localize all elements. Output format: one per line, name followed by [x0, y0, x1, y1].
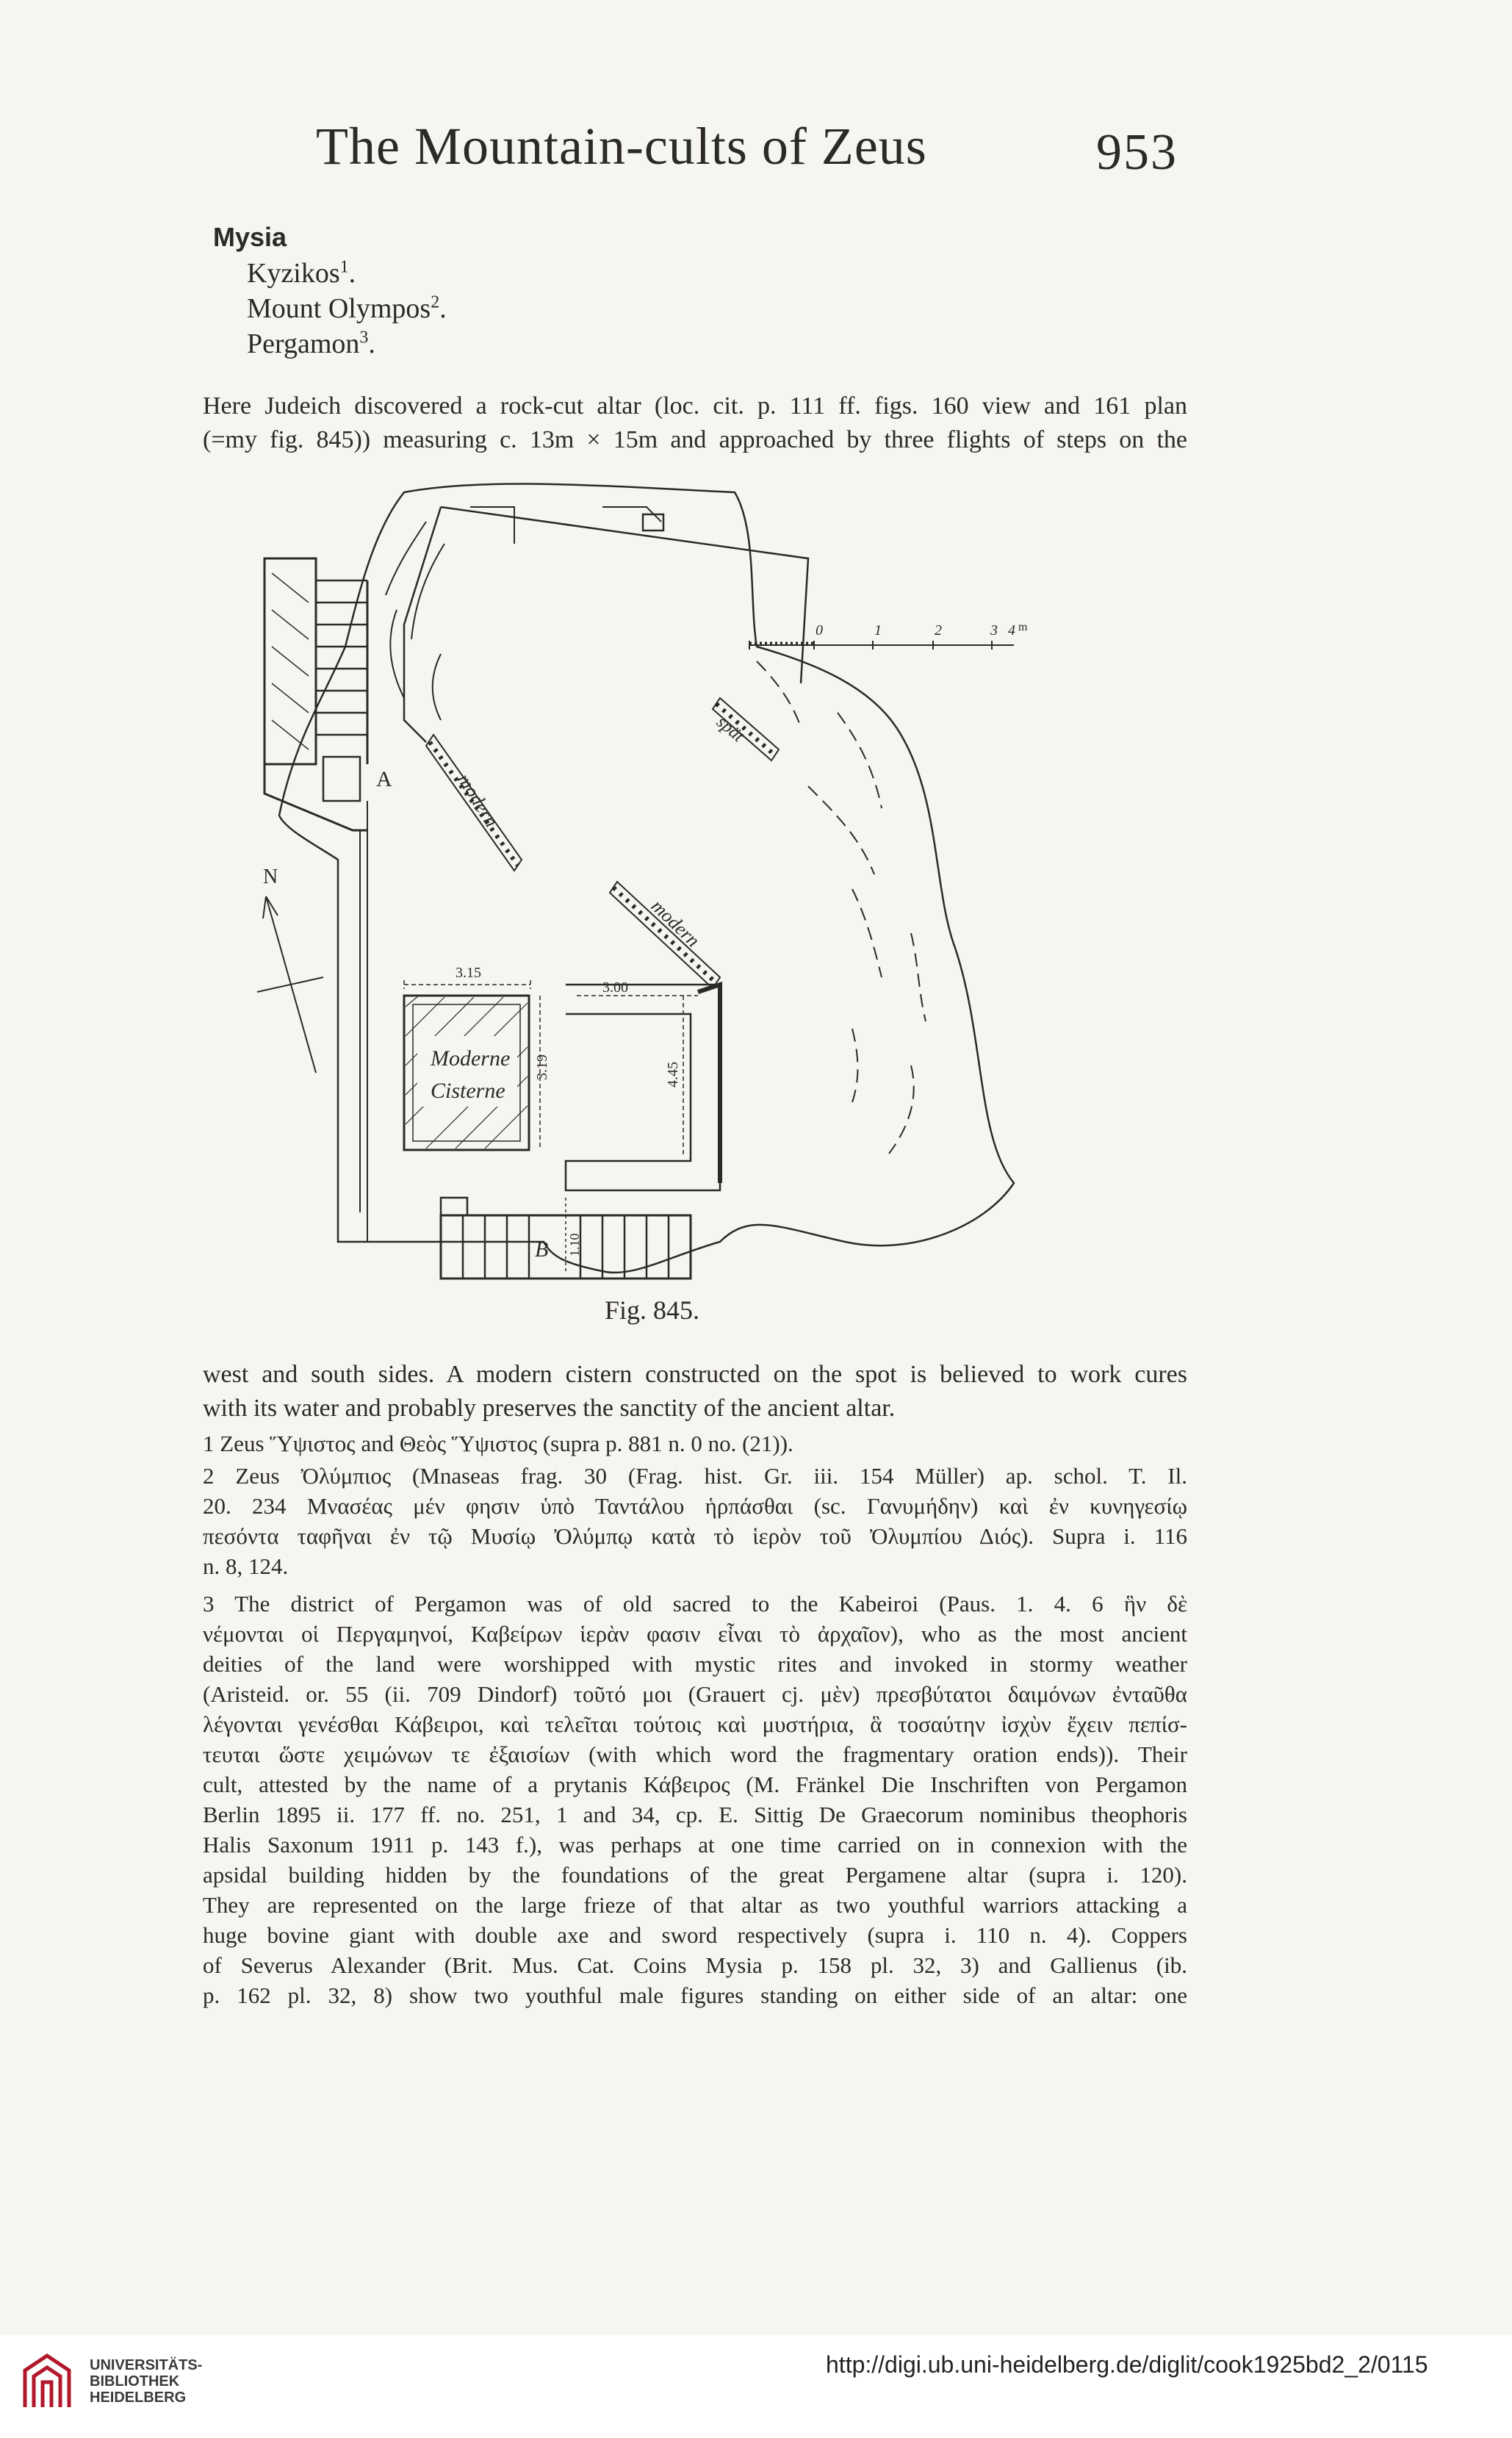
- footnote-3-line: Berlin 1895 ii. 177 ff. no. 251, 1 and 34, cp. E. Sittig De Graecorum nominibus theophoris: [203, 1802, 1187, 1827]
- footnote-2-line: n. 8, 124.: [203, 1553, 289, 1579]
- body-line: (=my fig. 845)) measuring c. 13m × 15m and approached by three flights of steps on the: [203, 426, 1187, 453]
- footnote-3-line: They are represented on the large frieze of that altar as two youthful warriors attacking a: [203, 1892, 1187, 1918]
- footnote-3-line: λέγονται γενέσθαι Κάβειροι, καὶ τελεῖται τούτοις καὶ μυστήρια, ἃ τοσαύτην ἰσχὺν ἔχειν πεπίσ-: [203, 1711, 1187, 1737]
- footnote-3-line: p. 162 pl. 32, 8) show two youthful male figures standing on either side of an altar: one: [203, 1982, 1187, 2008]
- cistern-label-1: Moderne: [431, 1046, 511, 1071]
- footnote-3-line: (Aristeid. or. 55 (ii. 709 Dindorf) τοῦτό μοι (Grauert cj. μὲν) πρεσβύτατοι δαιμόνων ἐνταῦθα: [203, 1681, 1187, 1707]
- footnote-3-line: apsidal building hidden by the foundations of the great Pergamene altar (supra i. 120).: [203, 1862, 1187, 1888]
- body-line: west and south sides. A modern cistern constructed on the spot is believed to work cures: [203, 1361, 1187, 1388]
- cistern-label-2: Cisterne: [431, 1079, 505, 1103]
- figure-caption: Fig. 845.: [605, 1295, 700, 1325]
- footnote-2-line: 2 Zeus Ὀλύμπιος (Mnaseas frag. 30 (Frag. hist. Gr. iii. 154 Müller) ap. schol. T. Il.: [203, 1463, 1187, 1489]
- cistern: [404, 965, 550, 1150]
- footnote-3-line: νέμονται οἱ Περγαμηνοί, Καβείρων ἱερὰν φασιν εἶναι τὸ ἀρχαῖον), who as the most ancient: [203, 1621, 1187, 1647]
- basin: [566, 979, 720, 1190]
- label-modern-2: modern: [647, 895, 705, 952]
- dim-label: 3.15: [456, 965, 481, 981]
- library-logo-icon: [18, 2348, 76, 2414]
- rock-outline: [279, 483, 1014, 1273]
- footnote-ref: 2: [431, 292, 440, 312]
- footnote-ref: 3: [359, 328, 369, 348]
- footnote-3-line: Halis Saxonum 1911 p. 143 f.), was perhaps at one time carried on in connexion with the: [203, 1832, 1187, 1858]
- footnote-2-line: 20. 234 Μνασέας μέν φησιν ὑπὸ Ταντάλου ἡρπάσθαι (sc. Γανυμήδην) καὶ ἐν κυνηγεσίῳ: [203, 1493, 1187, 1519]
- footnote-1: 1 Zeus Ὕψιστος and Θεὸς Ὕψιστος (supra p. 881 n. 0 no. (21)).: [203, 1431, 793, 1456]
- place-name: Mount Olympos: [247, 293, 431, 324]
- library-name: UNIVERSITÄTS- BIBLIOTHEK HEIDELBERG: [90, 2357, 203, 2406]
- place-olympos: Mount Olympos$^2$.: [247, 292, 447, 324]
- footnote-2-line: πεσόντα ταφῆναι ἐν τῷ Μυσίῳ Ὀλύμπῳ κατὰ τὸ ἱερὸν τοῦ Ὀλυμπίου Διός). Supra i. 116: [203, 1523, 1187, 1549]
- label-b: B: [535, 1237, 549, 1262]
- place-name: Kyzikos: [247, 258, 340, 289]
- scale-bar: [749, 621, 1028, 650]
- stairs-b: [441, 1198, 691, 1279]
- rock-hatch: [386, 522, 444, 720]
- dim-label: 1.10: [567, 1233, 582, 1256]
- footnote-3-line: 3 The district of Pergamon was of old sacred to the Kabeiroi (Paus. 1. 4. 6 ἣν δὲ: [203, 1591, 1187, 1617]
- scale-tick-label: 0: [816, 622, 823, 639]
- body-line: with its water and probably preserves the sanctity of the ancient altar.: [203, 1395, 896, 1422]
- footnote-3-line: deities of the land were worshipped with mystic rites and invoked in stormy weather: [203, 1651, 1187, 1677]
- scale-unit: m: [1018, 621, 1028, 633]
- place-pergamon: Pergamon$^3$.: [247, 328, 375, 359]
- source-url-link[interactable]: http://digi.ub.uni-heidelberg.de/diglit/cook1925bd2_2/0115: [826, 2351, 1428, 2378]
- scale-tick-label: 1: [874, 622, 882, 639]
- running-title: The Mountain-cults of Zeus: [316, 117, 927, 176]
- label-a: A: [376, 767, 392, 791]
- stairs-a: [264, 558, 367, 830]
- footnote-ref: 1: [339, 257, 349, 277]
- region-heading: Mysia: [213, 222, 287, 252]
- footer-bar: [0, 2335, 1512, 2438]
- footnote-3-line: of Severus Alexander (Brit. Mus. Cat. Coins Mysia p. 158 pl. 32, 3) and Gallienus (ib.: [203, 1952, 1187, 1978]
- body-line: Here Judeich discovered a rock-cut altar (loc. cit. p. 111 ff. figs. 160 view and 161 plan: [203, 392, 1187, 420]
- north-arrow: [257, 866, 323, 1073]
- dim-label: 3.00: [602, 979, 628, 996]
- label-spat: spät: [713, 712, 748, 747]
- scale-tick-label: 2: [935, 622, 942, 639]
- scale-tick-label: 3: [990, 622, 998, 639]
- dim-label: 4.45: [665, 1062, 681, 1087]
- label-modern-1: modern: [453, 769, 503, 831]
- scale-tick-label: 4: [1008, 622, 1015, 639]
- page-number: 953: [1096, 124, 1178, 181]
- footnote-3-line: huge bovine giant with double axe and sword respectively (supra i. 110 n. 4). Coppers: [203, 1922, 1187, 1948]
- place-kyzikos: Kyzikos$^1$.: [247, 257, 356, 289]
- dim-label: 3.19: [534, 1054, 550, 1080]
- footnote-3-line: cult, attested by the name of a prytanis Κάβειρος (M. Fränkel Die Inschriften von Pergamon: [203, 1772, 1187, 1797]
- place-name: Pergamon: [247, 328, 360, 359]
- altar-plan-figure: [250, 478, 1043, 1293]
- footnote-3-line: τευται ὥστε χειμώνων τε ἐξαισίων (with which word the fragmentary oration ends)). Their: [203, 1741, 1187, 1767]
- north-label: N: [263, 866, 278, 888]
